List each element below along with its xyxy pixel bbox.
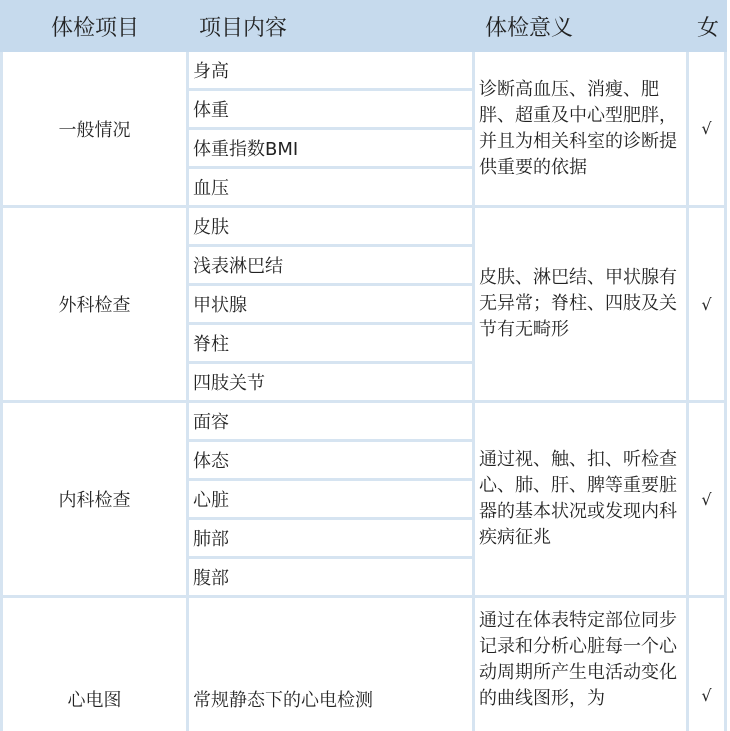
header-exam-item: 体检项目 <box>2 2 188 51</box>
female-check: √ <box>688 51 726 207</box>
item-cell: 体态 <box>188 441 474 480</box>
header-exam-meaning: 体检意义 <box>474 2 688 51</box>
table-row <box>2 207 726 246</box>
female-check: √ <box>688 207 726 402</box>
meaning-cell: 通过视、触、扣、听检查心、肺、肝、脾等重要脏器的基本状况或发现内科疾病征兆 <box>474 402 688 597</box>
table-row <box>2 597 726 731</box>
item-cell: 心脏 <box>188 480 474 519</box>
item-cell: 常规静态下的心电检测 <box>188 597 474 731</box>
item-cell: 浅表淋巴结 <box>188 246 474 285</box>
header-female: 女 <box>688 2 726 51</box>
item-cell: 体重指数BMI <box>188 129 474 168</box>
header-item-content: 项目内容 <box>188 2 474 51</box>
item-cell: 四肢关节 <box>188 363 474 402</box>
category-cell: 心电图 <box>2 597 188 731</box>
category-cell: 一般情况 <box>2 51 188 207</box>
table-row <box>2 51 726 90</box>
meaning-cell: 诊断高血压、消瘦、肥胖、超重及中心型肥胖，并且为相关科室的诊断提供重要的依据 <box>474 51 688 207</box>
item-cell: 甲状腺 <box>188 285 474 324</box>
table-header-row <box>2 2 726 51</box>
category-cell: 外科检查 <box>2 207 188 402</box>
item-cell: 腹部 <box>188 558 474 597</box>
item-cell: 身高 <box>188 51 474 90</box>
item-cell: 血压 <box>188 168 474 207</box>
meaning-cell: 皮肤、淋巴结、甲状腺有无异常；脊柱、四肢及关节有无畸形 <box>474 207 688 402</box>
meaning-cell: 通过在体表特定部位同步记录和分析心脏每一个心动周期所产生电活动变化的曲线图形，为 <box>474 597 688 731</box>
item-cell: 肺部 <box>188 519 474 558</box>
item-cell: 脊柱 <box>188 324 474 363</box>
item-cell: 体重 <box>188 90 474 129</box>
item-cell: 皮肤 <box>188 207 474 246</box>
item-cell: 面容 <box>188 402 474 441</box>
category-cell: 内科检查 <box>2 402 188 597</box>
table-row <box>2 402 726 441</box>
female-check: √ <box>688 597 726 731</box>
female-check: √ <box>688 402 726 597</box>
